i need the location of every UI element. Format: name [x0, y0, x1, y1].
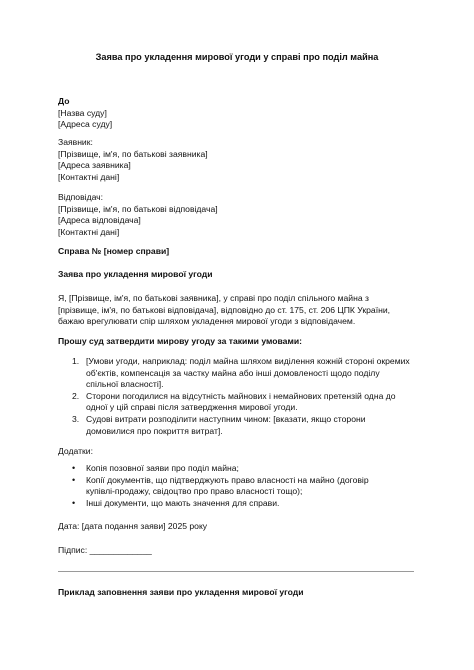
- list-number: 1.: [72, 356, 80, 366]
- case-number: Справа № [номер справи]: [58, 246, 170, 256]
- attachments-label: Додатки:: [58, 446, 93, 456]
- list-number: 3.: [72, 413, 80, 424]
- intro-line: бажаю врегулювати спір шляхом укладення мирової угоди з відповідачем.: [58, 316, 356, 327]
- example-heading-block: [58, 587, 418, 599]
- list-item-line: спільної власності].: [86, 379, 164, 390]
- list-number: 2.: [72, 390, 80, 401]
- list-item-line: Інші документи, що мають значення для справи.: [86, 497, 280, 508]
- list-item-line: Судові витрати розподілити наступним чином: [вказати, якщо сторони: [86, 413, 366, 424]
- intro-line: [прізвище, ім'я, по батькові відповідача], відповідно до ст. 175, ст. 206 ЦПК України,: [58, 304, 391, 315]
- request-heading-block: [58, 336, 418, 348]
- case-number-block: [58, 246, 418, 258]
- respondent-label: Відповідач:: [58, 192, 104, 202]
- list-item-line: Копія позовної заяви про поділ майна;: [86, 463, 239, 473]
- applicant-address: [Адреса заявника]: [58, 160, 131, 171]
- list-item: [58, 498, 418, 510]
- list-item: [58, 463, 418, 475]
- attachments-list: [58, 463, 418, 509]
- list-item-line: домовилися про покриття витрат].: [86, 425, 223, 436]
- respondent-address: [Адреса відповідача]: [58, 215, 141, 226]
- section-heading: Заява про укладення мирової угоди: [58, 269, 213, 279]
- intro-paragraph: [58, 293, 418, 328]
- bullet-icon: •: [72, 463, 76, 473]
- list-item: [58, 356, 418, 391]
- list-item: [58, 475, 418, 498]
- bullet-icon: •: [72, 474, 76, 485]
- list-item: [58, 414, 418, 437]
- list-item-line: купівлі-продажу, свідоцтво про право власності тощо);: [86, 486, 303, 497]
- list-item-line: об'єктів, компенсація за частку майна або інші домовленості щодо поділу: [86, 367, 380, 378]
- date-block: [58, 521, 418, 533]
- attachments-block: [58, 446, 418, 458]
- conditions-list: [58, 356, 418, 437]
- to-label: До: [58, 96, 70, 106]
- court-address: [Адреса суду]: [58, 119, 113, 130]
- request-heading: Прошу суд затвердити мирову угоду за такими умовами:: [58, 336, 302, 346]
- respondent-name: [Прізвище, ім'я, по батькові відповідача]: [58, 203, 218, 214]
- signature-line: Підпис: _____________: [58, 545, 152, 555]
- intro-line: Я, [Прізвище, ім'я, по батькові заявника], у справі про поділ спільного майна з: [58, 293, 369, 303]
- document-title: Заява про укладення мирової угоди у справі про поділ майна: [95, 52, 379, 62]
- example-heading: Приклад заповнення заяви про укладення мирової угоди: [58, 587, 304, 597]
- respondent-contacts: [Контактні дані]: [58, 226, 120, 237]
- section-heading-block: [58, 269, 418, 281]
- applicant-contacts: [Контактні дані]: [58, 171, 120, 182]
- list-item-line: [Умови угоди, наприклад: поділ майна шляхом виділення кожній стороні окремих: [86, 356, 410, 366]
- date-line: Дата: [дата подання заяви] 2025 року: [58, 521, 208, 531]
- applicant-block: [58, 137, 418, 183]
- list-item-line: Сторони погодилися на відсутність майнових і немайнових претензій одна до: [86, 390, 396, 401]
- list-item-line: одної у цій справі після затвердження мирової угоди.: [86, 402, 298, 413]
- list-item-line: Копії документів, що підтверджують право власності на майно (договір: [86, 474, 369, 485]
- applicant-name: [Прізвище, ім'я, по батькові заявника]: [58, 148, 208, 159]
- list-item: [58, 391, 418, 414]
- addressee-block: [58, 96, 418, 131]
- court-name: [Назва суду]: [58, 107, 107, 118]
- signature-block: [58, 545, 418, 557]
- respondent-block: [58, 192, 418, 238]
- bullet-icon: •: [72, 497, 76, 508]
- applicant-label: Заявник:: [58, 137, 93, 147]
- section-divider: [58, 571, 414, 572]
